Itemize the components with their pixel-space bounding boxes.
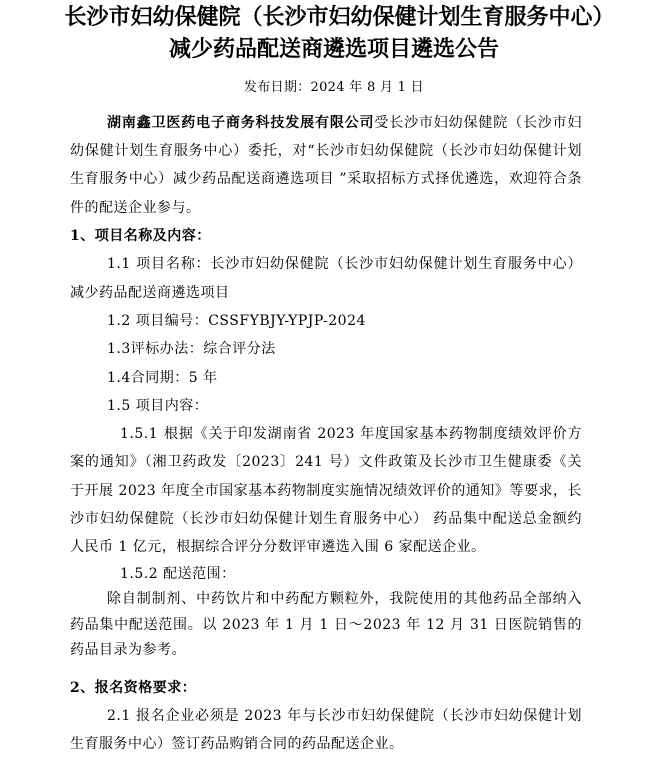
agency-name: 湖南鑫卫医药电子商务科技发展有限公司 <box>107 114 375 131</box>
project-name-label: 1.1 项目名称： <box>107 256 211 273</box>
announcement-title: 长沙市妇幼保健院（长沙市妇幼保健计划生育服务中心）减少药品配送商遴选项目遴选公告 <box>64 5 604 62</box>
evaluation-method-value: 综合评分法 <box>203 341 276 358</box>
project-number-label: 1.2 项目编号： <box>107 312 209 329</box>
project-content-item-1 <box>70 420 582 561</box>
requirement-item-1: 2.1 报名企业必须是 2023 年与长沙市妇幼保健院（长沙市妇幼保健计划生育服务中心）签订药品购销合同的药品配送企业。 <box>70 708 582 753</box>
project-name-value: 长沙市妇幼保健院（长沙市妇幼保健计划生育服务中心）减少药品配送商遴选项目 <box>70 256 583 301</box>
project-content-label: 1.5 项目内容： <box>107 397 209 414</box>
contract-period-item <box>70 364 582 392</box>
section-2-heading: 2、报名资格要求： <box>70 679 197 696</box>
project-name-item <box>70 250 582 307</box>
project-content-item-2-label: 1.5.2 配送范围： <box>120 565 236 582</box>
intro-paragraph <box>70 109 582 222</box>
evaluation-method-item <box>70 335 582 363</box>
contract-period-label: 1.4合同期： <box>107 369 189 386</box>
project-number-item <box>70 307 582 335</box>
announcement-body <box>70 109 582 759</box>
project-number-value: CSSFYBJY-YPJP-2024 <box>208 312 366 329</box>
item-1-text: 根据《关于印发湖南省 2023 年度国家基本药物制度绩效评价方案的通知》（湘卫药政发〔2023〕241 号）文件政策及长沙市卫生健康委《关于开展 2023 年度全市国家基本药物制度实施情况绩效评价的通知》等要求，长沙市妇幼保健院（长沙市妇幼保健计划生育服务中心） 药品集中配送总金额约人民币 1 亿元，根据综合评分分数评审遴选入围 6 家配送企业。 <box>70 426 582 556</box>
item-1-number: 1.5.1 <box>120 426 159 443</box>
contract-period-value: 5 年 <box>188 369 218 386</box>
section-1-heading: 1、项目名称及内容： <box>70 228 211 245</box>
project-content-item-2-text: 除自制制剂、中药饮片和中药配方颗粒外，我院使用的其他药品全部纳入药品集中配送范围。以 2023 年 1 月 1 日～2023 年 12 月 31 日医院销售的药品目录为参考。 <box>70 591 582 659</box>
evaluation-method-label: 1.3评标办法： <box>107 341 204 358</box>
intro-text: 受长沙市妇幼保健院（长沙市妇幼保健计划生育服务中心）委托，对“长沙市妇幼保健院（长沙市妇幼保健计划生育服务中心）减少药品配送商遴选项目 ”采取招标方式择优遴选，欢迎符合条件的配送企业参与。 <box>70 114 583 216</box>
publish-date: 发布日期：2024 年 8 月 1 日 <box>244 80 424 95</box>
